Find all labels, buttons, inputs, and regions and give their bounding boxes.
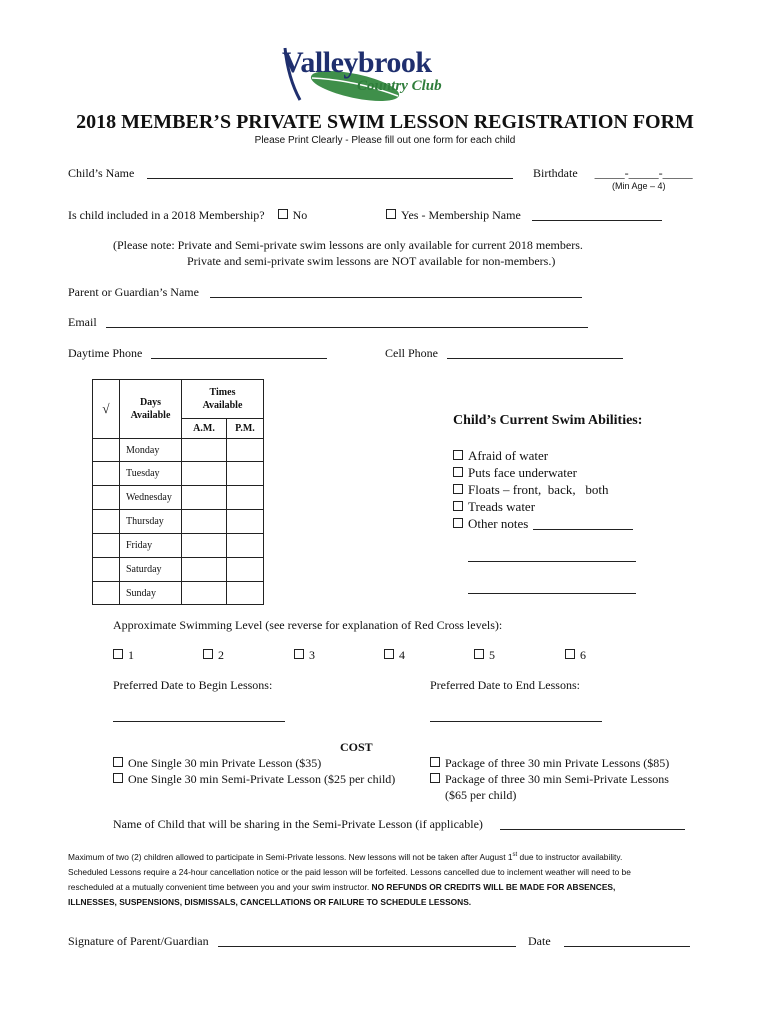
cost-right-options <box>430 755 669 803</box>
level-checkbox[interactable] <box>565 649 575 659</box>
cell-phone-row <box>385 346 623 361</box>
table-row <box>93 486 264 510</box>
pm-cell[interactable] <box>227 558 264 582</box>
logo-wordmark: Valleybrook <box>282 46 432 79</box>
no-label: No <box>292 208 308 222</box>
abilities-list <box>453 447 633 532</box>
ability-item <box>453 515 633 532</box>
cost-option <box>113 755 395 771</box>
no-checkbox[interactable] <box>278 209 288 219</box>
pm-header: P.M. <box>227 419 264 439</box>
pm-cell[interactable] <box>227 510 264 534</box>
table-row <box>93 510 264 534</box>
no-refunds-notice: NO REFUNDS OR CREDITS WILL BE MADE FOR ABSENCES, <box>371 881 616 892</box>
parent-label: Parent or Guardian’s Name <box>68 285 199 299</box>
sharing-row <box>113 817 685 832</box>
membership-question-row <box>68 208 307 223</box>
email-label: Email <box>68 315 97 329</box>
no-refunds-notice-cont: ILLNESSES, SUSPENSIONS, DISMISSALS, CANCELLATIONS OR FAILURE TO SCHEDULE LESSONS. <box>68 896 472 907</box>
level-checkbox[interactable] <box>474 649 484 659</box>
ability-item <box>453 481 633 498</box>
begin-date-field[interactable] <box>113 721 285 722</box>
availability-table <box>92 379 264 605</box>
level-label: 2 <box>218 648 224 662</box>
table-row <box>93 439 264 462</box>
date-field[interactable] <box>564 946 690 947</box>
am-cell[interactable] <box>182 582 227 605</box>
level-option <box>565 648 586 663</box>
level-label: 4 <box>399 648 405 662</box>
level-checkbox[interactable] <box>113 649 123 659</box>
table-row <box>93 534 264 558</box>
birthdate-field[interactable]: _____-_____-_____ <box>594 166 693 180</box>
yes-checkbox[interactable] <box>386 209 396 219</box>
cell-phone-field[interactable] <box>447 358 623 359</box>
email-row <box>68 315 588 330</box>
end-date-field[interactable] <box>430 721 602 722</box>
members-note-line1: (Please note: Private and Semi-private swim lessons are only available for current 2018 members. <box>113 238 583 252</box>
day-phone-label: Daytime Phone <box>68 346 143 360</box>
date-label: Date <box>528 934 551 948</box>
day-cell: Tuesday <box>120 462 182 486</box>
day-phone-row <box>68 346 327 361</box>
level-label: 5 <box>489 648 495 662</box>
child-name-row <box>68 166 513 181</box>
child-name-label: Child’s Name <box>68 166 135 180</box>
check-column-header: √ <box>93 380 120 439</box>
ability-checkbox[interactable] <box>453 484 463 494</box>
logo-subtitle: Country Club <box>357 78 442 94</box>
ability-label: Afraid of water <box>468 448 549 463</box>
cost-option-label: One Single 30 min Semi-Private Lesson ($25 per child) <box>128 772 396 786</box>
cost-checkbox[interactable] <box>430 773 440 783</box>
cost-title: COST <box>340 740 373 754</box>
cost-option-label: Package of three 30 min Semi-Private Lessons <box>445 772 669 786</box>
fine-print-superscript: st <box>512 852 518 858</box>
day-cell: Thursday <box>120 510 182 534</box>
sharing-label: Name of Child that will be sharing in the Semi-Private Lesson (if applicable) <box>113 817 483 831</box>
parent-name-field[interactable] <box>210 297 582 298</box>
level-label: 6 <box>580 648 586 662</box>
pm-cell[interactable] <box>227 534 264 558</box>
parent-row <box>68 285 582 300</box>
check-cell[interactable] <box>93 486 120 510</box>
end-date-label: Preferred Date to End Lessons: <box>430 678 580 692</box>
am-cell[interactable] <box>182 439 227 462</box>
am-cell[interactable] <box>182 558 227 582</box>
level-label: 3 <box>309 648 315 662</box>
fine-print-text: rescheduled at a mutually convenient time between you and your swim instructor. <box>68 881 372 892</box>
table-row <box>93 462 264 486</box>
ability-label: Puts face underwater <box>468 465 578 480</box>
cost-option <box>113 771 395 787</box>
form-title: 2018 MEMBER’S PRIVATE SWIM LESSON REGISTRATION FORM <box>76 111 694 133</box>
check-cell[interactable] <box>93 439 120 462</box>
begin-date-label: Preferred Date to Begin Lessons: <box>113 678 273 692</box>
cost-option <box>430 771 669 787</box>
signature-field[interactable] <box>218 946 516 947</box>
membership-question: Is child included in a 2018 Membership? <box>68 208 265 222</box>
ability-label: Other notes <box>468 516 529 531</box>
membership-name-field[interactable] <box>532 220 662 221</box>
date-row <box>528 934 690 949</box>
am-cell[interactable] <box>182 462 227 486</box>
am-cell[interactable] <box>182 486 227 510</box>
table-row <box>93 558 264 582</box>
cost-checkbox[interactable] <box>113 757 123 767</box>
pm-cell[interactable] <box>227 486 264 510</box>
abilities-title: Child’s Current Swim Abilities: <box>453 413 643 428</box>
day-cell: Friday <box>120 534 182 558</box>
day-cell: Saturday <box>120 558 182 582</box>
min-age-note: (Min Age – 4) <box>612 181 666 191</box>
fine-print-line <box>68 848 631 865</box>
fine-print-line: Scheduled Lessons require a 24-hour cancellation notice or the paid lesson will be forfeited. Lessons cancelled due to inclement weather will need to be <box>68 866 631 877</box>
sharing-child-field[interactable] <box>500 829 685 830</box>
ability-checkbox[interactable] <box>453 450 463 460</box>
cost-option-continuation: ($65 per child) <box>445 788 517 802</box>
yes-membership-label: Yes - Membership Name <box>401 208 521 222</box>
fine-print <box>68 848 631 910</box>
ability-checkbox[interactable] <box>453 467 463 477</box>
check-cell[interactable] <box>93 462 120 486</box>
ability-item <box>453 498 633 515</box>
cost-option-label: Package of three 30 min Private Lessons ($85) <box>445 756 670 770</box>
child-name-field[interactable] <box>147 178 513 179</box>
level-option <box>113 648 134 663</box>
signature-row <box>68 934 516 949</box>
level-label: 1 <box>128 648 134 662</box>
ability-checkbox[interactable] <box>453 518 463 528</box>
day-phone-field[interactable] <box>151 358 327 359</box>
level-option <box>294 648 315 663</box>
swimming-level-label: Approximate Swimming Level (see reverse for explanation of Red Cross levels): <box>113 618 503 632</box>
check-cell[interactable] <box>93 534 120 558</box>
cell-phone-label: Cell Phone <box>385 346 438 360</box>
day-cell: Wednesday <box>120 486 182 510</box>
ability-label: Treads water <box>468 499 536 514</box>
cost-checkbox[interactable] <box>430 757 440 767</box>
birthdate-label: Birthdate <box>533 166 578 180</box>
ability-label: Floats – front, back, both <box>468 482 609 497</box>
am-cell[interactable] <box>182 534 227 558</box>
times-header: Times Available <box>182 380 264 419</box>
notes-line-1[interactable] <box>468 561 636 562</box>
level-option <box>474 648 495 663</box>
am-cell[interactable] <box>182 510 227 534</box>
ability-item <box>453 464 633 481</box>
yes-membership-row <box>386 208 662 223</box>
level-option <box>203 648 224 663</box>
other-notes-field[interactable] <box>533 529 633 530</box>
signature-label: Signature of Parent/Guardian <box>68 934 209 948</box>
day-cell: Monday <box>120 439 182 462</box>
level-checkbox[interactable] <box>203 649 213 659</box>
am-header: A.M. <box>182 419 227 439</box>
fine-print-line <box>68 880 631 895</box>
cost-left-options <box>113 755 395 787</box>
cost-option-label: One Single 30 min Private Lesson ($35) <box>128 756 322 770</box>
fine-print-line <box>68 895 631 910</box>
check-cell[interactable] <box>93 558 120 582</box>
members-note-line2: Private and semi-private swim lessons are NOT available for non-members.) <box>187 254 556 268</box>
check-cell[interactable] <box>93 582 120 605</box>
valleybrook-logo <box>260 38 460 108</box>
pm-cell[interactable] <box>227 439 264 462</box>
pm-cell[interactable] <box>227 462 264 486</box>
form-subtitle: Please Print Clearly - Please fill out one form for each child <box>254 135 516 146</box>
birthdate-row <box>533 166 693 181</box>
table-row <box>93 582 264 605</box>
fine-print-text: Maximum of two (2) children allowed to participate in Semi-Private lessons. New lessons will not be taken after August 1 <box>68 851 513 862</box>
cost-option <box>430 755 669 771</box>
days-header: Days Available <box>120 380 182 439</box>
level-checkbox[interactable] <box>384 649 394 659</box>
notes-line-2[interactable] <box>468 593 636 594</box>
check-cell[interactable] <box>93 510 120 534</box>
day-cell: Sunday <box>120 582 182 605</box>
cost-checkbox[interactable] <box>113 773 123 783</box>
email-field[interactable] <box>106 327 588 328</box>
pm-cell[interactable] <box>227 582 264 605</box>
ability-checkbox[interactable] <box>453 501 463 511</box>
fine-print-text: due to instructor availability. <box>517 851 623 862</box>
level-checkbox[interactable] <box>294 649 304 659</box>
ability-item <box>453 447 633 464</box>
level-option <box>384 648 405 663</box>
